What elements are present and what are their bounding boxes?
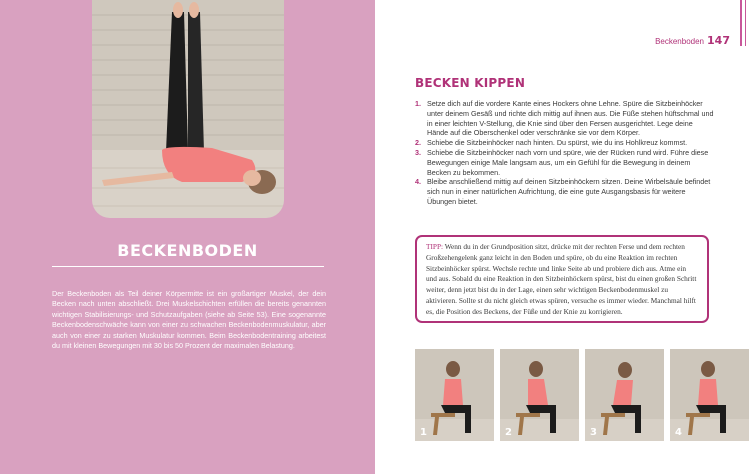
chapter-title: BECKENBODEN <box>117 241 258 260</box>
chapter-intro-text: Der Beckenboden als Teil deiner Körpermitte ist ein großartiger Muskel, der dein Becken nach unten abschließt. Drei Muskelschichten erfüllen die bereits genannten wichtigen Stabilisierungs- und Schutzaufgaben (siehe ab Seite 53). Eine sogenannte Beckenbodenschwäche kann von einer zu schwachen Beckenbodenmuskulatur, aber auch von einer zu starken Muskulatur kommen. Beim Beckenbodentraining arbeitest du mit kleinen Bewegungen mit 30 bis 50 Prozent der maximalen Belastung. <box>52 289 326 351</box>
exercise-title: BECKEN KIPPEN <box>415 76 526 90</box>
exercise-steps <box>415 99 715 207</box>
step-text: Schiebe die Sitzbeinhöcker nach hinten. Du spürst, wie du ins Hohlkreuz kommst. <box>427 138 688 148</box>
step-3 <box>415 148 715 177</box>
step-4 <box>415 177 715 206</box>
step-2 <box>415 138 715 148</box>
legs-up-wall-photo-art <box>92 0 284 218</box>
step-number: 2. <box>415 138 421 148</box>
tip-text: Wenn du in der Grundposition sitzt, drücke mit der rechten Ferse und dem rechten Großzehengelenk ganz leicht in den Boden und spüre, ob du eine Reaktion im rechten Sitzbeinhöcker spürst. Wechsle rechte und linke Seite ab und probiere dich aus. Atme ein und aus. Sobald du eine Reaktion in den Sitzbeinhöckern spürst, bist du einen großen Schritt weiter, denn jetzt bist du in der Lage, einen sehr wichtigen Beckenbodenmuskel zu aktivieren. Sollte st du nicht gleich etwas spüren, versuche es immer wieder. Manchmal hilft es, die Position des Beckens, der Füße und der Knie zu korrigieren. <box>426 242 697 316</box>
photo-number: 4 <box>675 427 682 438</box>
photo-number: 2 <box>505 427 512 438</box>
page-edge-tab-thin <box>745 0 746 46</box>
step-photo-2 <box>500 349 579 441</box>
page-edge-tab <box>740 0 742 46</box>
step-text: Bleibe anschließend mittig auf deinen Sitzbeinhöckern sitzen. Deine Wirbelsäule befindet sich nun in einer natürlichen Aufrichtung, die eine gute Ausgangsbasis für weitere Übungen bietet. <box>427 177 711 206</box>
title-divider <box>52 266 324 267</box>
step-photo-1 <box>415 349 494 441</box>
photo-number: 3 <box>590 427 597 438</box>
page-number: 147 <box>707 34 730 47</box>
step-number: 3. <box>415 147 421 157</box>
step-number: 4. <box>415 177 421 187</box>
step-text: Schiebe die Sitzbeinhöcker nach vorn und spüre, wie der Rücken rund wird. Führe diese Bewegungen einige Male langsam aus, um ein Gefühl für die Bewegung in deinem Becken zu bekommen. <box>427 147 709 177</box>
tip-box <box>415 235 709 323</box>
step-text: Setze dich auf die vordere Kante eines Hockers ohne Lehne. Spüre die Sitzbeinhöcker unter deinem Gesäß und richte dich mittig auf ihnen aus. Die Füße stehen hüftschmal und in einer leichten V-Stellung, die Knie sind über den Fersen ausgerichtet. Lege deine Hände auf die Oberschenkel oder verschränke sie vor dem Körper. <box>427 99 714 138</box>
step-photo-4 <box>670 349 749 441</box>
step-photo-3 <box>585 349 664 441</box>
running-head: Beckenboden <box>655 37 704 46</box>
tip-text-block <box>426 242 698 318</box>
tip-label: TIPP: <box>426 242 444 251</box>
right-page <box>375 0 750 474</box>
step-1 <box>415 99 715 138</box>
legs-up-wall-photo <box>92 0 284 218</box>
photo-number: 1 <box>420 427 427 438</box>
step-number: 1. <box>415 99 421 108</box>
